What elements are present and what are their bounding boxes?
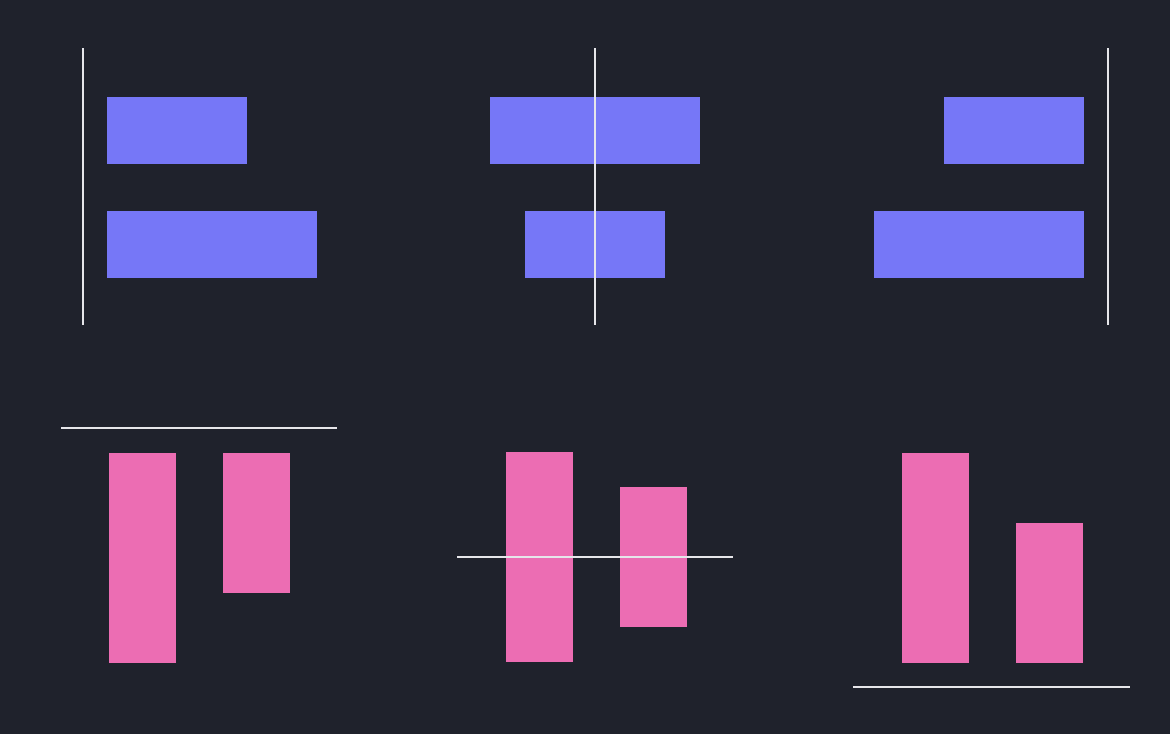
panel-align-middle — [457, 452, 733, 662]
panel-align-end — [874, 48, 1108, 325]
bar-2 — [1016, 523, 1083, 663]
bar-2 — [223, 453, 290, 593]
panel-align-start — [83, 48, 317, 325]
bar-1 — [107, 97, 247, 164]
panel-align-top — [61, 428, 337, 663]
bar-1 — [902, 453, 969, 663]
panel-align-bottom — [853, 453, 1130, 687]
bar-2 — [107, 211, 317, 278]
bar-2 — [874, 211, 1084, 278]
bar-1 — [944, 97, 1084, 164]
bar-1 — [109, 453, 176, 663]
panel-align-center — [490, 48, 700, 325]
